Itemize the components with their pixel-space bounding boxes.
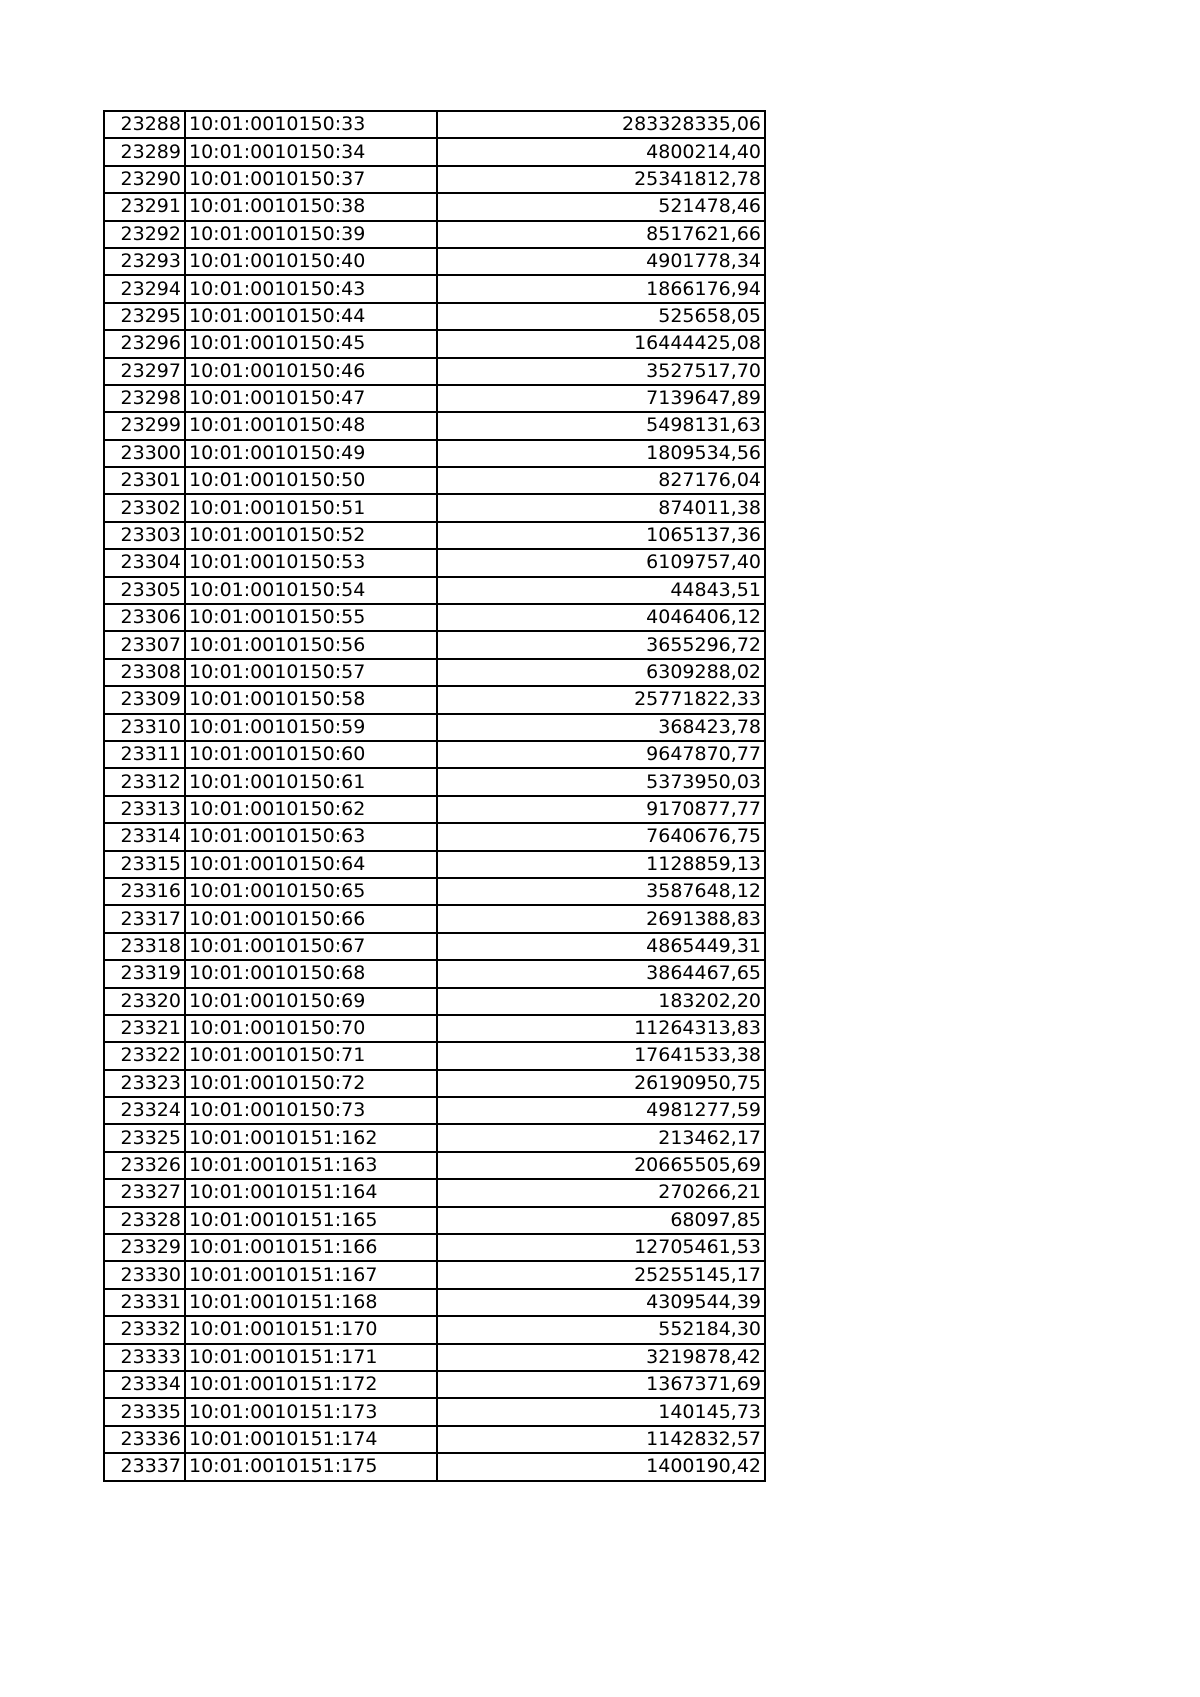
cadastral-number-cell: 10:01:0010151:174 bbox=[185, 1426, 437, 1453]
cadastral-number-cell: 10:01:0010150:39 bbox=[185, 221, 437, 248]
cadastral-number-cell: 10:01:0010150:40 bbox=[185, 248, 437, 275]
table-row bbox=[104, 768, 765, 795]
table-row bbox=[104, 522, 765, 549]
row-number-cell: 23337 bbox=[104, 1453, 185, 1480]
cadastral-number-cell: 10:01:0010150:73 bbox=[185, 1097, 437, 1124]
row-number-cell: 23299 bbox=[104, 412, 185, 439]
table-row bbox=[104, 604, 765, 631]
cadastral-number-cell: 10:01:0010150:57 bbox=[185, 659, 437, 686]
table-row bbox=[104, 412, 765, 439]
table-row bbox=[104, 1207, 765, 1234]
row-number-cell: 23288 bbox=[104, 111, 185, 138]
row-number-cell: 23300 bbox=[104, 440, 185, 467]
cadastral-number-cell: 10:01:0010150:56 bbox=[185, 631, 437, 658]
row-number-cell: 23323 bbox=[104, 1070, 185, 1097]
row-number-cell: 23331 bbox=[104, 1289, 185, 1316]
row-number-cell: 23302 bbox=[104, 494, 185, 521]
value-cell: 4981277,59 bbox=[437, 1097, 765, 1124]
row-number-cell: 23297 bbox=[104, 358, 185, 385]
row-number-cell: 23317 bbox=[104, 905, 185, 932]
cadastral-number-cell: 10:01:0010151:170 bbox=[185, 1316, 437, 1343]
cadastral-number-cell: 10:01:0010151:166 bbox=[185, 1234, 437, 1261]
cadastral-number-cell: 10:01:0010150:65 bbox=[185, 878, 437, 905]
value-cell: 4800214,40 bbox=[437, 138, 765, 165]
cadastral-number-cell: 10:01:0010150:49 bbox=[185, 440, 437, 467]
cadastral-number-cell: 10:01:0010150:43 bbox=[185, 275, 437, 302]
row-number-cell: 23293 bbox=[104, 248, 185, 275]
table-row bbox=[104, 988, 765, 1015]
cadastral-number-cell: 10:01:0010150:55 bbox=[185, 604, 437, 631]
row-number-cell: 23303 bbox=[104, 522, 185, 549]
value-cell: 525658,05 bbox=[437, 303, 765, 330]
cadastral-number-cell: 10:01:0010150:66 bbox=[185, 905, 437, 932]
cadastral-number-cell: 10:01:0010150:45 bbox=[185, 330, 437, 357]
row-number-cell: 23301 bbox=[104, 467, 185, 494]
cadastral-number-cell: 10:01:0010150:58 bbox=[185, 686, 437, 713]
table-row bbox=[104, 275, 765, 302]
row-number-cell: 23318 bbox=[104, 933, 185, 960]
value-cell: 26190950,75 bbox=[437, 1070, 765, 1097]
value-cell: 7640676,75 bbox=[437, 823, 765, 850]
cadastral-number-cell: 10:01:0010151:165 bbox=[185, 1207, 437, 1234]
cadastral-number-cell: 10:01:0010150:37 bbox=[185, 166, 437, 193]
value-cell: 25341812,78 bbox=[437, 166, 765, 193]
row-number-cell: 23329 bbox=[104, 1234, 185, 1261]
value-cell: 1142832,57 bbox=[437, 1426, 765, 1453]
row-number-cell: 23309 bbox=[104, 686, 185, 713]
row-number-cell: 23327 bbox=[104, 1179, 185, 1206]
row-number-cell: 23305 bbox=[104, 577, 185, 604]
value-cell: 1809534,56 bbox=[437, 440, 765, 467]
table-row bbox=[104, 631, 765, 658]
value-cell: 16444425,08 bbox=[437, 330, 765, 357]
value-cell: 5498131,63 bbox=[437, 412, 765, 439]
table-row bbox=[104, 933, 765, 960]
value-cell: 9170877,77 bbox=[437, 796, 765, 823]
table-row bbox=[104, 1179, 765, 1206]
table-row bbox=[104, 1426, 765, 1453]
row-number-cell: 23328 bbox=[104, 1207, 185, 1234]
value-cell: 2691388,83 bbox=[437, 905, 765, 932]
row-number-cell: 23294 bbox=[104, 275, 185, 302]
value-cell: 6109757,40 bbox=[437, 549, 765, 576]
row-number-cell: 23325 bbox=[104, 1124, 185, 1151]
row-number-cell: 23310 bbox=[104, 714, 185, 741]
value-cell: 3655296,72 bbox=[437, 631, 765, 658]
row-number-cell: 23304 bbox=[104, 549, 185, 576]
row-number-cell: 23319 bbox=[104, 960, 185, 987]
cadastral-number-cell: 10:01:0010151:172 bbox=[185, 1371, 437, 1398]
table-row bbox=[104, 878, 765, 905]
row-number-cell: 23314 bbox=[104, 823, 185, 850]
cadastral-number-cell: 10:01:0010150:59 bbox=[185, 714, 437, 741]
table-row bbox=[104, 440, 765, 467]
cadastral-number-cell: 10:01:0010151:168 bbox=[185, 1289, 437, 1316]
value-cell: 1367371,69 bbox=[437, 1371, 765, 1398]
cadastral-number-cell: 10:01:0010150:63 bbox=[185, 823, 437, 850]
cadastral-number-cell: 10:01:0010150:48 bbox=[185, 412, 437, 439]
cadastral-number-cell: 10:01:0010150:33 bbox=[185, 111, 437, 138]
table-row bbox=[104, 1152, 765, 1179]
value-cell: 11264313,83 bbox=[437, 1015, 765, 1042]
value-cell: 1866176,94 bbox=[437, 275, 765, 302]
row-number-cell: 23296 bbox=[104, 330, 185, 357]
table-row bbox=[104, 358, 765, 385]
value-cell: 183202,20 bbox=[437, 988, 765, 1015]
row-number-cell: 23312 bbox=[104, 768, 185, 795]
table-row bbox=[104, 1234, 765, 1261]
value-cell: 4046406,12 bbox=[437, 604, 765, 631]
value-cell: 140145,73 bbox=[437, 1398, 765, 1425]
table-row bbox=[104, 330, 765, 357]
table-row bbox=[104, 1097, 765, 1124]
value-cell: 270266,21 bbox=[437, 1179, 765, 1206]
value-cell: 7139647,89 bbox=[437, 385, 765, 412]
table-row bbox=[104, 577, 765, 604]
cadastral-number-cell: 10:01:0010150:47 bbox=[185, 385, 437, 412]
cadastral-number-cell: 10:01:0010150:53 bbox=[185, 549, 437, 576]
value-cell: 283328335,06 bbox=[437, 111, 765, 138]
row-number-cell: 23292 bbox=[104, 221, 185, 248]
table-row bbox=[104, 1261, 765, 1288]
table-row bbox=[104, 1453, 765, 1480]
value-cell: 3587648,12 bbox=[437, 878, 765, 905]
cadastral-number-cell: 10:01:0010151:167 bbox=[185, 1261, 437, 1288]
cadastral-number-cell: 10:01:0010150:54 bbox=[185, 577, 437, 604]
value-cell: 827176,04 bbox=[437, 467, 765, 494]
table-row bbox=[104, 549, 765, 576]
table-row bbox=[104, 1398, 765, 1425]
value-cell: 1065137,36 bbox=[437, 522, 765, 549]
table-row bbox=[104, 851, 765, 878]
row-number-cell: 23333 bbox=[104, 1344, 185, 1371]
cadastral-number-cell: 10:01:0010150:64 bbox=[185, 851, 437, 878]
value-cell: 1400190,42 bbox=[437, 1453, 765, 1480]
table-row bbox=[104, 796, 765, 823]
table-row bbox=[104, 823, 765, 850]
row-number-cell: 23324 bbox=[104, 1097, 185, 1124]
table-row bbox=[104, 193, 765, 220]
cadastral-number-cell: 10:01:0010150:71 bbox=[185, 1042, 437, 1069]
value-cell: 17641533,38 bbox=[437, 1042, 765, 1069]
cadastral-number-cell: 10:01:0010150:70 bbox=[185, 1015, 437, 1042]
value-cell: 68097,85 bbox=[437, 1207, 765, 1234]
value-cell: 4309544,39 bbox=[437, 1289, 765, 1316]
row-number-cell: 23291 bbox=[104, 193, 185, 220]
table-row bbox=[104, 467, 765, 494]
cadastral-number-cell: 10:01:0010150:72 bbox=[185, 1070, 437, 1097]
value-cell: 521478,46 bbox=[437, 193, 765, 220]
table-row bbox=[104, 1371, 765, 1398]
cadastral-number-cell: 10:01:0010150:50 bbox=[185, 467, 437, 494]
row-number-cell: 23308 bbox=[104, 659, 185, 686]
cadastral-value-table bbox=[103, 110, 766, 1482]
table-row bbox=[104, 111, 765, 138]
table-row bbox=[104, 385, 765, 412]
row-number-cell: 23332 bbox=[104, 1316, 185, 1343]
cadastral-number-cell: 10:01:0010150:34 bbox=[185, 138, 437, 165]
value-cell: 5373950,03 bbox=[437, 768, 765, 795]
table-row bbox=[104, 1070, 765, 1097]
table-row bbox=[104, 686, 765, 713]
row-number-cell: 23298 bbox=[104, 385, 185, 412]
table-row bbox=[104, 303, 765, 330]
cadastral-number-cell: 10:01:0010150:51 bbox=[185, 494, 437, 521]
row-number-cell: 23321 bbox=[104, 1015, 185, 1042]
row-number-cell: 23326 bbox=[104, 1152, 185, 1179]
cadastral-number-cell: 10:01:0010151:164 bbox=[185, 1179, 437, 1206]
value-cell: 4865449,31 bbox=[437, 933, 765, 960]
value-cell: 3864467,65 bbox=[437, 960, 765, 987]
row-number-cell: 23336 bbox=[104, 1426, 185, 1453]
table-row bbox=[104, 1015, 765, 1042]
value-cell: 6309288,02 bbox=[437, 659, 765, 686]
value-cell: 12705461,53 bbox=[437, 1234, 765, 1261]
table-row bbox=[104, 138, 765, 165]
cadastral-number-cell: 10:01:0010150:44 bbox=[185, 303, 437, 330]
value-cell: 20665505,69 bbox=[437, 1152, 765, 1179]
row-number-cell: 23289 bbox=[104, 138, 185, 165]
table-row bbox=[104, 714, 765, 741]
value-cell: 44843,51 bbox=[437, 577, 765, 604]
cadastral-number-cell: 10:01:0010150:61 bbox=[185, 768, 437, 795]
cadastral-number-cell: 10:01:0010151:173 bbox=[185, 1398, 437, 1425]
cadastral-number-cell: 10:01:0010151:163 bbox=[185, 1152, 437, 1179]
value-cell: 25771822,33 bbox=[437, 686, 765, 713]
cadastral-number-cell: 10:01:0010150:62 bbox=[185, 796, 437, 823]
cadastral-number-cell: 10:01:0010151:162 bbox=[185, 1124, 437, 1151]
table-body bbox=[104, 111, 765, 1481]
table-row bbox=[104, 960, 765, 987]
row-number-cell: 23313 bbox=[104, 796, 185, 823]
row-number-cell: 23311 bbox=[104, 741, 185, 768]
value-cell: 1128859,13 bbox=[437, 851, 765, 878]
value-cell: 874011,38 bbox=[437, 494, 765, 521]
cadastral-number-cell: 10:01:0010151:175 bbox=[185, 1453, 437, 1480]
table-row bbox=[104, 1344, 765, 1371]
cadastral-number-cell: 10:01:0010151:171 bbox=[185, 1344, 437, 1371]
value-cell: 368423,78 bbox=[437, 714, 765, 741]
value-cell: 3219878,42 bbox=[437, 1344, 765, 1371]
cadastral-number-cell: 10:01:0010150:52 bbox=[185, 522, 437, 549]
value-cell: 213462,17 bbox=[437, 1124, 765, 1151]
value-cell: 3527517,70 bbox=[437, 358, 765, 385]
value-cell: 8517621,66 bbox=[437, 221, 765, 248]
cadastral-number-cell: 10:01:0010150:46 bbox=[185, 358, 437, 385]
cadastral-number-cell: 10:01:0010150:68 bbox=[185, 960, 437, 987]
table-row bbox=[104, 166, 765, 193]
row-number-cell: 23316 bbox=[104, 878, 185, 905]
table-row bbox=[104, 659, 765, 686]
row-number-cell: 23306 bbox=[104, 604, 185, 631]
value-cell: 552184,30 bbox=[437, 1316, 765, 1343]
cadastral-number-cell: 10:01:0010150:69 bbox=[185, 988, 437, 1015]
value-cell: 9647870,77 bbox=[437, 741, 765, 768]
cadastral-number-cell: 10:01:0010150:67 bbox=[185, 933, 437, 960]
cadastral-number-cell: 10:01:0010150:38 bbox=[185, 193, 437, 220]
row-number-cell: 23335 bbox=[104, 1398, 185, 1425]
row-number-cell: 23315 bbox=[104, 851, 185, 878]
table-row bbox=[104, 1042, 765, 1069]
row-number-cell: 23334 bbox=[104, 1371, 185, 1398]
row-number-cell: 23295 bbox=[104, 303, 185, 330]
table-row bbox=[104, 1124, 765, 1151]
row-number-cell: 23307 bbox=[104, 631, 185, 658]
row-number-cell: 23290 bbox=[104, 166, 185, 193]
cadastral-number-cell: 10:01:0010150:60 bbox=[185, 741, 437, 768]
value-cell: 25255145,17 bbox=[437, 1261, 765, 1288]
table-row bbox=[104, 494, 765, 521]
table-row bbox=[104, 248, 765, 275]
table-row bbox=[104, 1316, 765, 1343]
value-cell: 4901778,34 bbox=[437, 248, 765, 275]
table-row bbox=[104, 905, 765, 932]
table-row bbox=[104, 1289, 765, 1316]
row-number-cell: 23320 bbox=[104, 988, 185, 1015]
row-number-cell: 23330 bbox=[104, 1261, 185, 1288]
row-number-cell: 23322 bbox=[104, 1042, 185, 1069]
table-row bbox=[104, 741, 765, 768]
table-row bbox=[104, 221, 765, 248]
